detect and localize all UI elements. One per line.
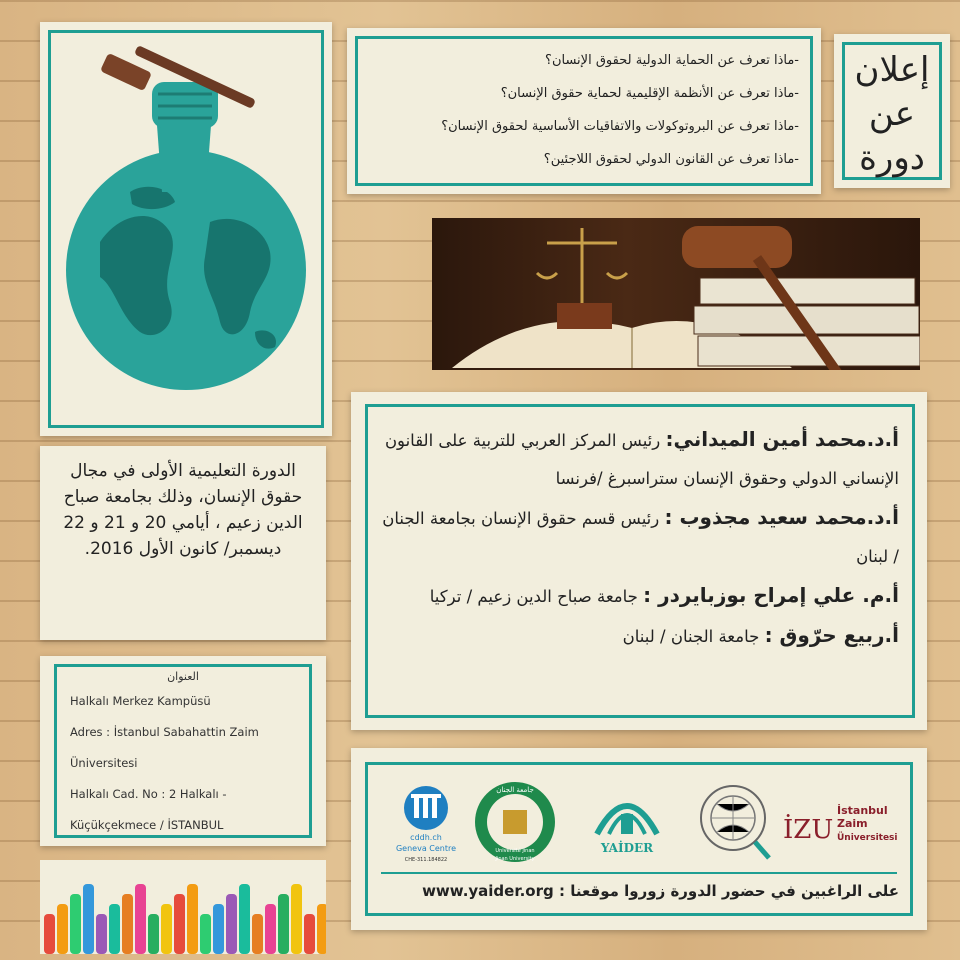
speaker-entry xyxy=(381,420,899,498)
footer-invite-text: على الراغبين في حضور الدورة زوروا موقعنا : xyxy=(558,882,899,900)
hand-icon xyxy=(135,884,146,954)
speaker-name: أ.د.محمد أمين الميداني: xyxy=(665,427,899,451)
announcement-title: إعلان عن دورة xyxy=(854,50,930,178)
hand-icon xyxy=(291,884,302,954)
hand-icon xyxy=(239,884,250,954)
hand-icon xyxy=(109,904,120,954)
svg-text:Zaim: Zaim xyxy=(837,817,868,830)
partners-card xyxy=(351,748,927,930)
speaker-description: جامعة الجنان / لبنان xyxy=(622,627,765,646)
hand-icon xyxy=(304,914,315,954)
address-lines xyxy=(70,686,259,841)
globe-gavel-illustration xyxy=(60,42,312,416)
svg-text:İstanbul: İstanbul xyxy=(837,804,888,817)
speaker-entry xyxy=(381,576,899,616)
partner-logos xyxy=(381,774,897,874)
question-item: -ماذا تعرف عن القانون الدولي لحقوق اللاجئين؟ xyxy=(543,152,799,167)
address-line: Halkalı Cad. No : 2 Halkalı - xyxy=(70,787,227,801)
svg-text:جامعة الجنان: جامعة الجنان xyxy=(496,786,534,794)
hand-icon xyxy=(57,904,68,954)
raised-hands-icon xyxy=(40,860,326,954)
svg-text:Jinan University: Jinan University xyxy=(495,856,535,862)
speaker-description: رئيس المركز العربي للتربية على القانون الإنساني الدولي وحقوق الإنسان ستراسبرغ /فرنسا xyxy=(384,431,899,488)
question-item: -ماذا تعرف عن الأنظمة الإقليمية لحماية حقوق الإنسان؟ xyxy=(500,86,799,101)
hand-icon xyxy=(161,904,172,954)
speakers-card xyxy=(351,392,927,730)
address-card xyxy=(40,656,326,846)
address-label: العنوان xyxy=(167,670,199,683)
speaker-name: أ.ربيع حرّوق : xyxy=(764,623,899,647)
question-item: -ماذا تعرف عن البروتوكولات والاتفاقيات الأساسية لحقوق الإنسان؟ xyxy=(441,119,799,134)
hand-icon xyxy=(265,904,276,954)
speaker-description: جامعة صباح الدين زعيم / تركيا xyxy=(429,587,644,606)
speaker-entry xyxy=(381,498,899,576)
hand-icon xyxy=(44,914,55,954)
court-gavel-photo xyxy=(432,218,920,370)
svg-text:Université Jinan: Université Jinan xyxy=(495,848,535,854)
footer-cta xyxy=(383,882,899,900)
hand-icon xyxy=(96,914,107,954)
address-line: Halkalı Merkez Kampüsü xyxy=(70,694,211,708)
svg-text:İZU: İZU xyxy=(783,815,834,845)
course-info-text: الدورة التعليمية الأولى في مجال حقوق الإنسان، وذلك بجامعة صباح الدين زعيم ، أيامي 20 و 21 و 22 ديسمبر/ كانون الأول 2016. xyxy=(63,461,303,559)
svg-text:YAİDER: YAİDER xyxy=(600,841,654,855)
title-card xyxy=(834,34,950,188)
svg-text:cddh.ch: cddh.ch xyxy=(410,833,442,842)
svg-text:CHE-311.184822: CHE-311.184822 xyxy=(404,857,448,863)
hand-icon xyxy=(187,884,198,954)
speaker-entry xyxy=(381,616,899,656)
address-line: Küçükçekmece / İSTANBUL xyxy=(70,818,224,832)
questions-list xyxy=(369,44,799,176)
questions-card xyxy=(347,28,821,194)
speaker-name: أ.م. علي إمراح بوزبايردر : xyxy=(643,583,899,607)
website-link[interactable]: www.yaider.org xyxy=(422,882,554,900)
hand-icon xyxy=(148,914,159,954)
course-info-card xyxy=(40,446,326,640)
hand-icon xyxy=(200,914,211,954)
hand-icon xyxy=(226,894,237,954)
question-item: -ماذا تعرف عن الحماية الدولية لحقوق الإنسان؟ xyxy=(545,53,799,68)
hand-icon xyxy=(317,904,326,954)
jinan-university-logo xyxy=(467,774,563,874)
hand-icon xyxy=(122,894,133,954)
hand-icon xyxy=(213,904,224,954)
speakers-list xyxy=(381,420,899,656)
hand-icon xyxy=(278,894,289,954)
raised-hands-illustration xyxy=(40,860,326,954)
globe-illustration-card xyxy=(40,22,332,436)
research-center-logo xyxy=(689,774,779,874)
hand-icon xyxy=(174,894,185,954)
address-line: Üniversitesi xyxy=(70,756,138,770)
hand-icon xyxy=(83,884,94,954)
istanbul-zaim-university-logo xyxy=(781,774,901,874)
address-line: Adres : İstanbul Sabahattin Zaim xyxy=(70,725,259,739)
cddh-logo xyxy=(381,774,471,874)
svg-text:Geneva Centre: Geneva Centre xyxy=(395,844,457,853)
speaker-name: أ.د.محمد سعيد مجذوب : xyxy=(664,505,899,529)
svg-text:Üniversitesi: Üniversitesi xyxy=(837,833,898,843)
hand-icon xyxy=(252,914,263,954)
yaider-logo xyxy=(581,774,673,874)
hand-icon xyxy=(70,894,81,954)
speaker-description: رئيس قسم حقوق الإنسان بجامعة الجنان / لبنان xyxy=(382,509,899,566)
